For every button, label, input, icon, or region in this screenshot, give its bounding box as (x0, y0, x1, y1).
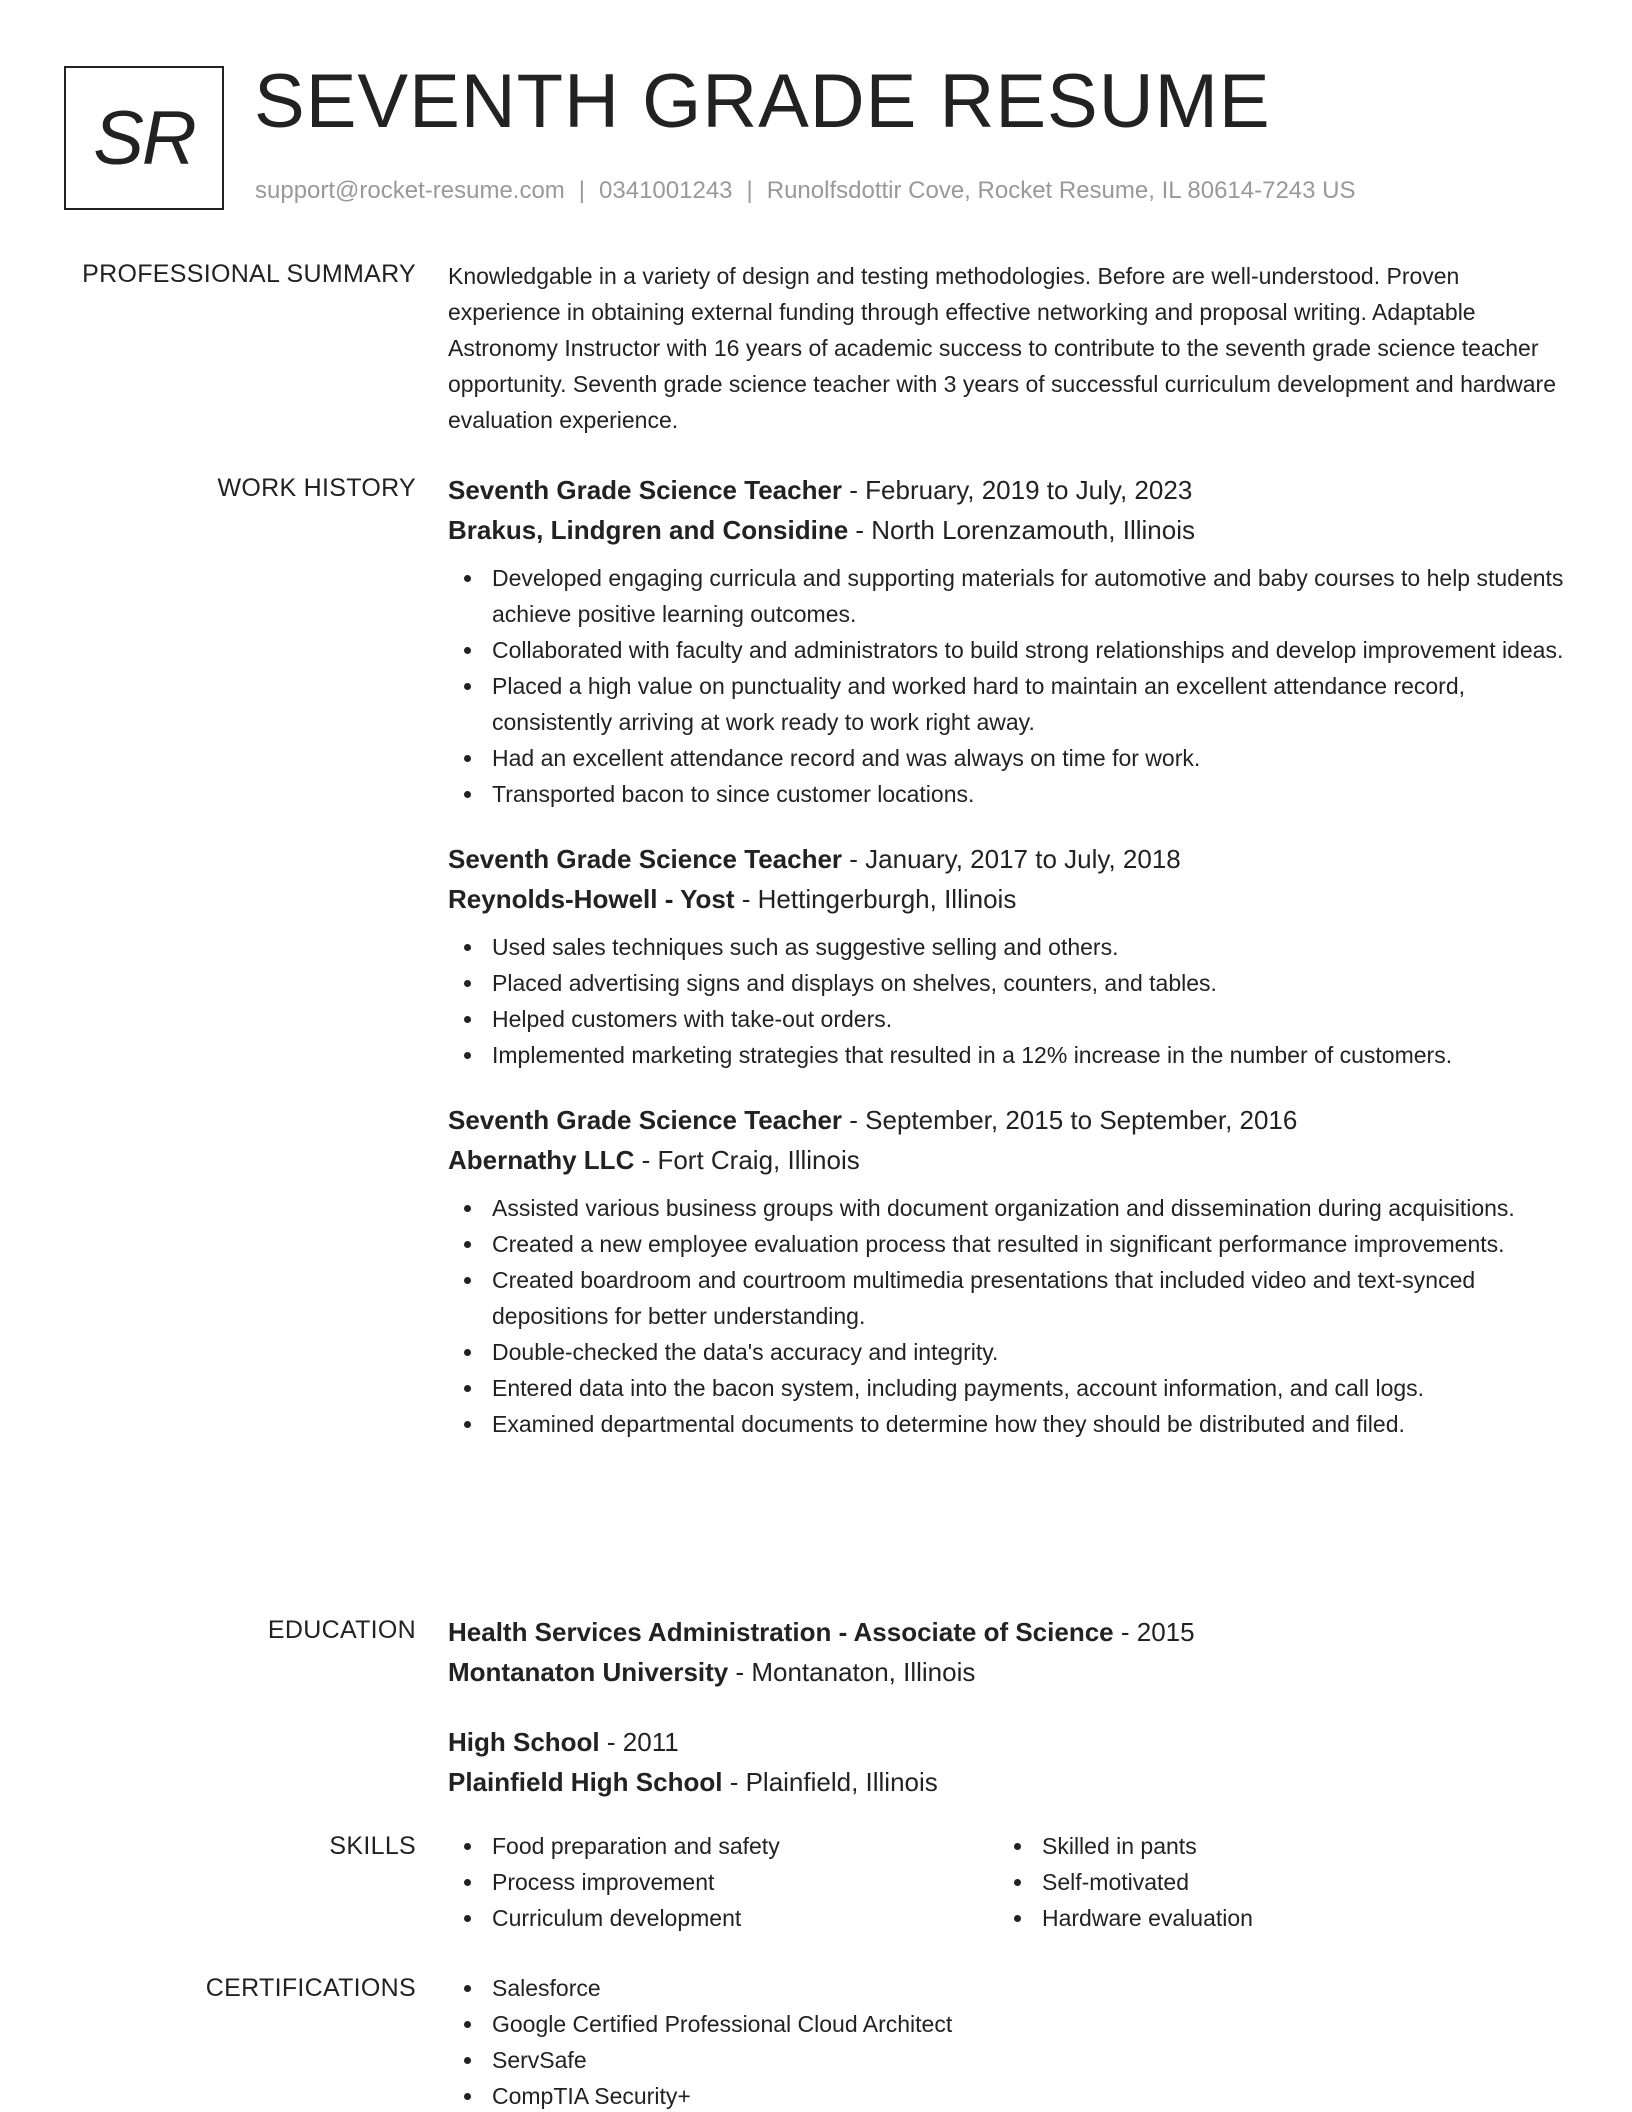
section-title-work-history: WORK HISTORY (217, 474, 416, 502)
skill-item: Self-motivated (998, 1864, 1548, 1900)
section-title-summary: PROFESSIONAL SUMMARY (82, 260, 416, 288)
list-item: Developed engaging curricula and supporting materials for automotive and baby courses to help students achieve positive learning outcomes. (448, 560, 1568, 632)
job-company: Abernathy LLC (448, 1145, 635, 1175)
education-degree: High School (448, 1727, 600, 1757)
list-item: Assisted various business groups with document organization and dissemination during acquisitions. (448, 1190, 1568, 1226)
certification-item: ServSafe (448, 2042, 1568, 2078)
list-item: Placed a high value on punctuality and worked hard to maintain an excellent attendance record, consistently arriving at work ready to work right away. (448, 668, 1568, 740)
summary-text: Knowledgable in a variety of design and testing methodologies. Before are well-understood. Proven experience in obtaining external funding through effective networking and proposal writing. Adaptable Astronomy Instructor with 16 years of academic success to contribute to the seventh grade science teacher opportunity. Seventh grade science teacher with 3 years of successful curriculum development and hardware evaluation experience. (448, 263, 1556, 433)
list-item: Had an excellent attendance record and was always on time for work. (448, 740, 1568, 776)
education-location: - Montanaton, Illinois (728, 1657, 976, 1687)
contact-separator: | (746, 177, 753, 204)
education-entry (448, 1722, 1568, 1802)
skills-column-2 (998, 1828, 1548, 1936)
list-item: Implemented marketing strategies that resulted in a 12% increase in the number of customers. (448, 1037, 1568, 1073)
contact-email[interactable]: support@rocket-resume.com (255, 177, 565, 204)
list-item: Examined departmental documents to determine how they should be distributed and filed. (448, 1406, 1568, 1442)
job-bullets (448, 929, 1568, 1073)
list-item: Entered data into the bacon system, including payments, account information, and call logs. (448, 1370, 1568, 1406)
skill-item: Process improvement (448, 1864, 998, 1900)
list-item: Created a new employee evaluation process that resulted in significant performance improvements. (448, 1226, 1568, 1262)
education-entry (448, 1612, 1568, 1692)
certifications-list (448, 1970, 1568, 2112)
job-title-line (448, 1100, 1568, 1140)
job-company-line (448, 879, 1568, 919)
certification-item: Google Certified Professional Cloud Architect (448, 2006, 1568, 2042)
list-item: Helped customers with take-out orders. (448, 1001, 1568, 1037)
list-item: Used sales techniques such as suggestive selling and others. (448, 929, 1568, 965)
section-title-skills: SKILLS (329, 1832, 416, 1860)
skill-item: Curriculum development (448, 1900, 998, 1936)
certification-item: Salesforce (448, 1970, 1568, 2006)
education-school: Montanaton University (448, 1657, 729, 1687)
education-degree-line (448, 1722, 1568, 1762)
contact-line (255, 176, 1356, 206)
resume-name: SEVENTH GRADE RESUME (254, 59, 1271, 144)
job-dates: - February, 2019 to July, 2023 (842, 475, 1193, 505)
job-location: - Fort Craig, Illinois (634, 1145, 860, 1175)
job-title-line (448, 839, 1568, 879)
education-degree: Health Services Administration - Associate of Science (448, 1617, 1114, 1647)
skill-item: Food preparation and safety (448, 1828, 998, 1864)
job-location: - North Lorenzamouth, Illinois (848, 515, 1195, 545)
education-year: - 2011 (599, 1727, 679, 1757)
job-title-line (448, 470, 1568, 510)
job-company: Reynolds-Howell - Yost (448, 884, 735, 914)
education-degree-line (448, 1612, 1568, 1652)
skill-item: Skilled in pants (998, 1828, 1548, 1864)
education-location: - Plainfield, Illinois (722, 1767, 938, 1797)
education-year: - 2015 (1113, 1617, 1195, 1647)
job-bullets (448, 560, 1568, 812)
list-item: Collaborated with faculty and administrators to build strong relationships and develop improvement ideas. (448, 632, 1568, 668)
education-school-line (448, 1652, 1568, 1692)
list-item: Created boardroom and courtroom multimedia presentations that included video and text-synced depositions for better understanding. (448, 1262, 1568, 1334)
contact-address: Runolfsdottir Cove, Rocket Resume, IL 80614-7243 US (766, 177, 1356, 204)
section-title-certifications: CERTIFICATIONS (205, 1974, 416, 2002)
education-school: Plainfield High School (448, 1767, 723, 1797)
job-role: Seventh Grade Science Teacher (448, 844, 843, 874)
list-item: Placed advertising signs and displays on shelves, counters, and tables. (448, 965, 1568, 1001)
job-entry (448, 839, 1568, 1073)
skill-item: Hardware evaluation (998, 1900, 1548, 1936)
section-title-education: EDUCATION (267, 1616, 416, 1644)
job-company-line (448, 510, 1568, 550)
job-role: Seventh Grade Science Teacher (448, 475, 843, 505)
skills-column-1 (448, 1828, 998, 1936)
job-role: Seventh Grade Science Teacher (448, 1105, 843, 1135)
contact-phone[interactable]: 0341001243 (599, 177, 733, 204)
list-item: Transported bacon to since customer locations. (448, 776, 1568, 812)
job-bullets (448, 1190, 1568, 1442)
education-school-line (448, 1762, 1568, 1802)
job-entry (448, 1100, 1568, 1442)
contact-separator: | (578, 177, 586, 204)
job-entry (448, 470, 1568, 812)
job-company-line (448, 1140, 1568, 1180)
job-dates: - September, 2015 to September, 2016 (842, 1105, 1298, 1135)
job-dates: - January, 2017 to July, 2018 (842, 844, 1181, 874)
job-company: Brakus, Lindgren and Considine (448, 515, 849, 545)
job-location: - Hettingerburgh, Illinois (734, 884, 1017, 914)
monogram-initials: SR (64, 66, 224, 210)
list-item: Double-checked the data's accuracy and integrity. (448, 1334, 1568, 1370)
certification-item: CompTIA Security+ (448, 2078, 1568, 2112)
